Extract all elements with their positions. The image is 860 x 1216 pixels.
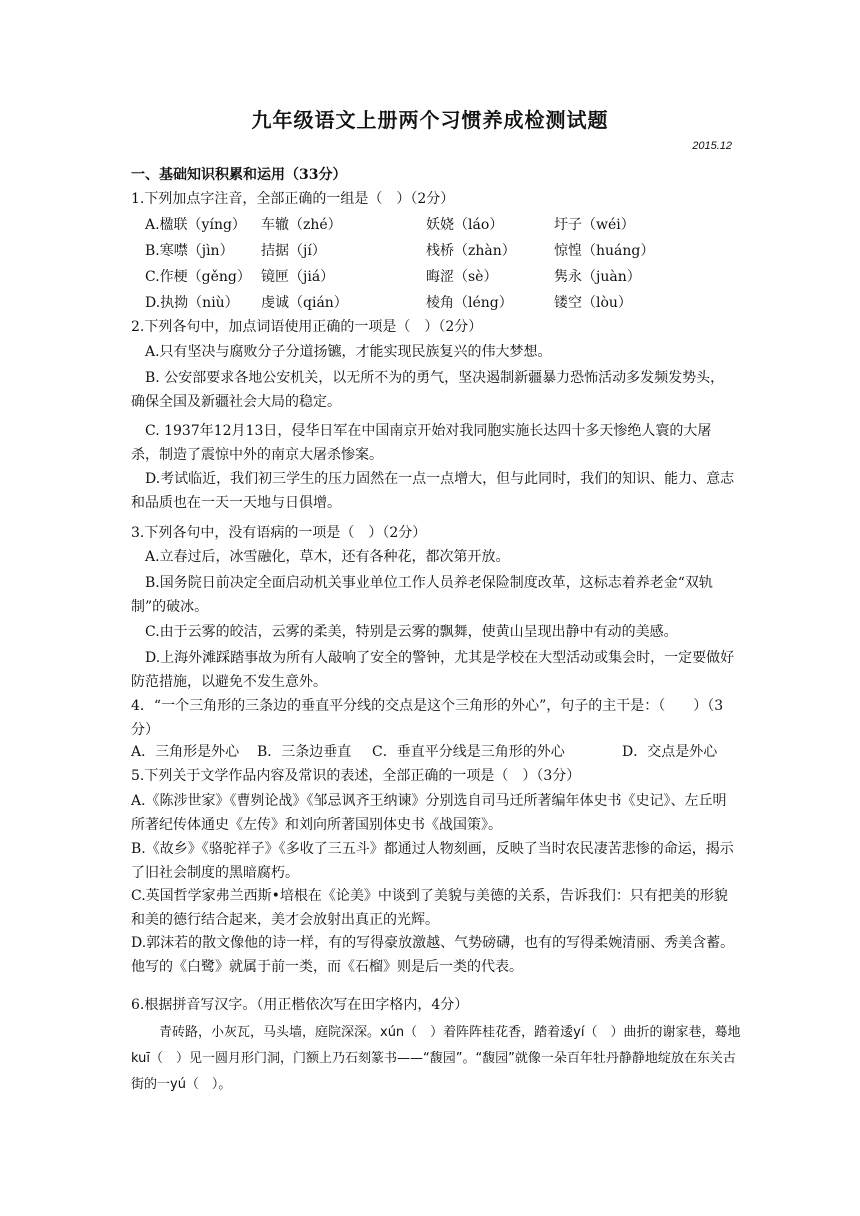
- option-cell: A.楹联（yíng）: [145, 217, 246, 233]
- question-5-option-a: A.《陈涉世家》《曹刿论战》《邹忌讽齐王纳谏》分别选自司马迁所著编年体史书《史记》、左丘明所著纪传体通史《左传》和刘向所著国别体史书《战国策》。: [131, 793, 727, 833]
- section-heading: 一、基础知识积累和运用（33分）: [131, 167, 347, 183]
- option-cell: B.寒噤（jìn）: [145, 243, 234, 259]
- option-cell: C.作梗（gěng）: [145, 269, 251, 285]
- page-title: 九年级语文上册两个习惯养成检测试题: [251, 108, 609, 132]
- question-3-option-b: B.国务院日前决定全面启动机关事业单位工作人员养老保险制度改革，这标志着养老金“双轨制”的破冰。: [131, 575, 713, 615]
- exam-date: 2015.12: [692, 140, 732, 152]
- question-2-option-a: A.只有坚决与腐败分子分道扬镳，才能实现民族复兴的伟大梦想。: [145, 344, 552, 360]
- question-3-option-a: A.立春过后，冰雪融化，草木，还有各种花，都次第开放。: [145, 549, 510, 565]
- question-1-stem: 1.下列加点字注音，全部正确的一组是（ ）（2分）: [131, 191, 455, 207]
- option-cell: 栈桥（zhàn）: [426, 243, 516, 259]
- question-2-stem: 2.下列各句中，加点词语使用正确的一项是（ ）（2分）: [131, 319, 483, 335]
- option-cell: 惊惶（huáng）: [554, 243, 655, 259]
- option-cell: 车辙（zhé）: [261, 217, 342, 233]
- question-3-stem: 3.下列各句中，没有语病的一项是（ ）（2分）: [131, 525, 427, 541]
- option-cell: 拮据（jí）: [261, 243, 326, 259]
- question-5-stem: 5.下列关于文学作品内容及常识的表述，全部正确的一项是（ ）（3分）: [131, 768, 581, 784]
- question-4-option-a: A．三角形是外心: [131, 744, 240, 760]
- option-cell: 妖娆（láo）: [426, 217, 504, 233]
- question-3-option-d: D.上海外滩踩踏事故为所有人敲响了安全的警钟，尤其是学校在大型活动或集会时，一定要做好防范措施，以避免不发生意外。: [131, 650, 735, 690]
- question-2-option-d: D.考试临近，我们初三学生的压力固然在一点一点增大，但与此同时，我们的知识、能力、意志和品质也在一天一天地与日俱增。: [131, 471, 735, 511]
- question-6-stem: 6.根据拼音写汉字。（用正楷依次写在田字格内，4分）: [131, 997, 469, 1013]
- question-5-option-b: B.《故乡》《骆驼祥子》《多收了三五斗》都通过人物刻画，反映了当时农民凄苦悲惨的命运，揭示了旧社会制度的黑暗腐朽。: [131, 841, 734, 881]
- option-cell: 隽永（juàn）: [554, 269, 641, 285]
- question-6-passage: 青砖路，小灰瓦，马头墙，庭院深深。xún（ ）着阵阵桂花香，踏着逶yí（ ）曲折的谢家巷，蓦地kuī（ ）见一圆月形门洞，门额上乃石刻篆书——“馥园”。“馥园”就像一朵百年牡丹静静地绽放在东关古街的一yú（ ）。: [131, 1025, 741, 1092]
- question-4-option-d: D．交点是外心: [622, 744, 718, 760]
- question-5-option-c: C.英国哲学家弗兰西斯•培根在《论美》中谈到了美貌与美德的关系，告诉我们：只有把美的形貌和美的德行结合起来，美才会放射出真正的光辉。: [131, 888, 728, 928]
- option-cell: D.执拗（niù）: [145, 295, 239, 311]
- question-4-option-c: C．垂直平分线是三角形的外心: [372, 744, 565, 760]
- question-2-option-b: B. 公安部要求各地公安机关，以无所不为的勇气，坚决遏制新疆暴力恐怖活动多发频发势头，确保全国及新疆社会大局的稳定。: [131, 370, 725, 410]
- option-cell: 虔诚（qián）: [261, 295, 348, 311]
- question-2-option-c: C. 1937年12月13日，侵华日军在中国南京开始对我同胞实施长达四十多天惨绝人寰的大屠杀，制造了震惊中外的南京大屠杀惨案。: [131, 423, 712, 463]
- option-cell: 镂空（lòu）: [554, 295, 632, 311]
- option-cell: 晦涩（sè）: [426, 269, 498, 285]
- question-4-stem: 4．“一个三角形的三条边的垂直平分线的交点是这个三角形的外心”，句子的主干是：（ ）（3分）: [131, 698, 724, 738]
- option-cell: 圩子（wéi）: [554, 217, 635, 233]
- question-5-option-d: D.郭沫若的散文像他的诗一样，有的写得豪放激越、气势磅礴，也有的写得柔婉清丽、秀美含蓄。他写的《白鹭》就属于前一类，而《石榴》则是后一类的代表。: [131, 935, 735, 975]
- option-cell: 棱角（léng）: [426, 295, 513, 311]
- option-cell: 镜匣（jiá）: [261, 269, 335, 285]
- question-3-option-c: C.由于云雾的皎洁，云雾的柔美，特别是云雾的飘舞，使黄山呈现出静中有动的美感。: [145, 624, 678, 640]
- question-4-option-b: B．三条边垂直: [257, 744, 352, 760]
